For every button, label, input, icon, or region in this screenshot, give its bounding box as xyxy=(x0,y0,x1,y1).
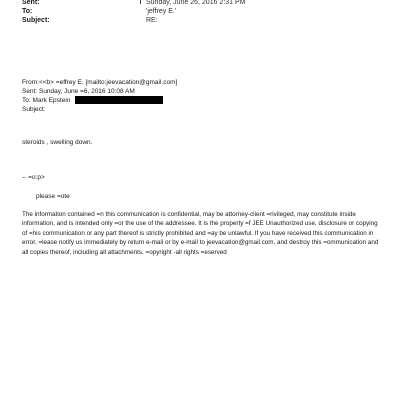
forwarded-from-line: From:<<b> =effrey E. [mailto:jeevacation@gmail.com] xyxy=(22,79,178,86)
forwarded-sent-line: Sent: Sunday, June =6, 2016 10:08 AM xyxy=(22,88,135,95)
header-subject-value: RE: xyxy=(146,17,158,24)
disclaimer-block xyxy=(22,210,382,257)
header-border-mark xyxy=(140,0,141,4)
header-sent-value: Sunday, June 26, 2016 2:31 PM xyxy=(146,0,246,6)
redaction-block xyxy=(75,96,163,104)
message-note-line: please =ote xyxy=(36,193,70,200)
disclaimer-text: The information contained =n this communication is confidential, may be attorney-client =rivileged, may constitute inside information, and is intended only =or the use of the addressee. It is the property =f JEE Unauthorized use, disclosure or copying of =his communication or any part thereof is strictly prohibited and =ay be unlawful. If you have received this communication in error, =lease notify us immediately by return e-mail or by e-mail to jeevacation@gmail.com, and destroy this =ommunication and all copies thereof, including all attachments. =opyright -all rights =eserved xyxy=(22,211,379,256)
header-subject-label: Subject: xyxy=(22,17,50,24)
forwarded-to-row xyxy=(22,96,163,105)
message-body-line: steroids , swelling down. xyxy=(22,139,93,146)
header-sent-label: Sent: xyxy=(22,0,40,6)
message-separator-line: -- =o:p> xyxy=(22,174,45,181)
header-to-value: 'jeffrey E.' xyxy=(146,8,177,15)
forwarded-subject-line: Subject: xyxy=(22,106,46,113)
forwarded-to-line: To: Mark Epstein xyxy=(22,97,71,104)
header-to-label: To: xyxy=(22,8,33,15)
